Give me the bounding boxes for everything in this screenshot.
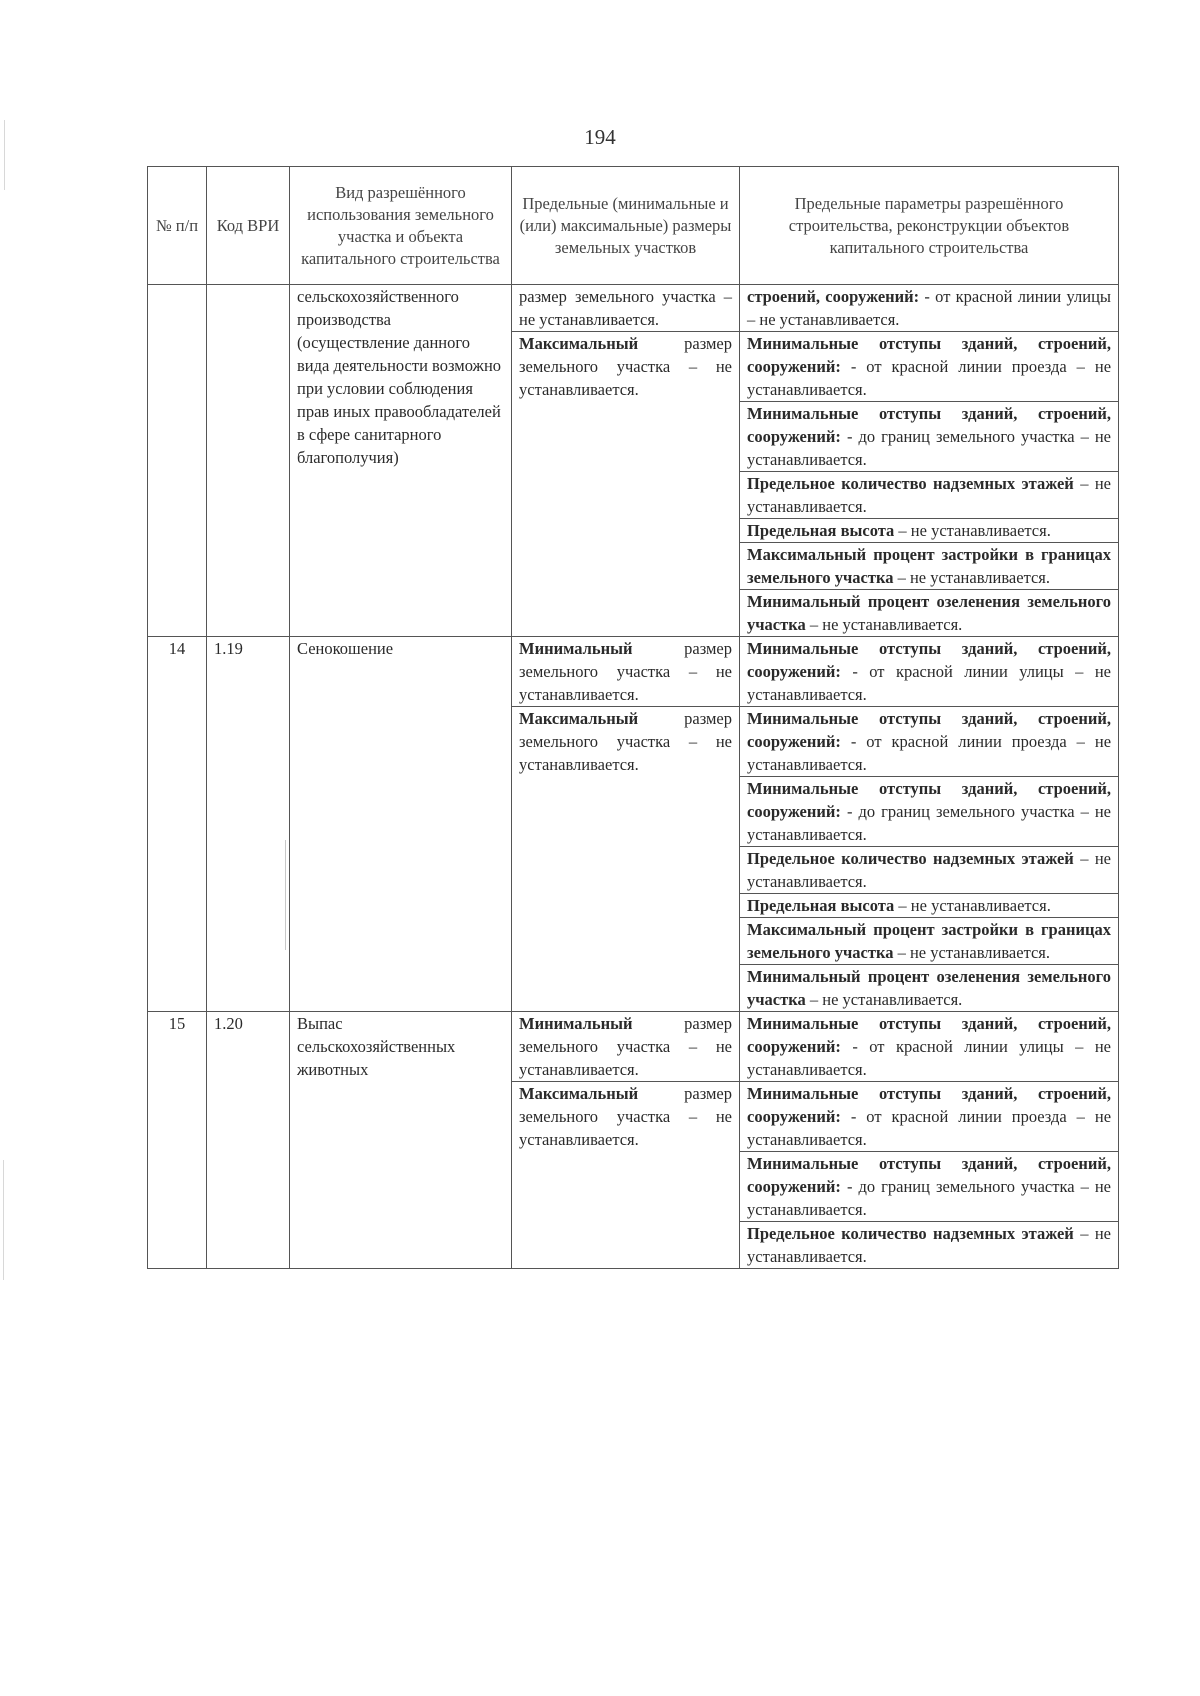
header-size: Предельные (минимальные и (или) максимальные) размеры земельных участков xyxy=(512,167,740,285)
param-text: – не устанавливается. xyxy=(809,990,963,1009)
param-title: Минимальные отступы зданий, строений, сооружений: xyxy=(747,404,1111,446)
min-size-cell xyxy=(512,1012,740,1082)
param-cell xyxy=(740,1152,1119,1222)
param-text: - до границ земельного участка – не устанавливается. xyxy=(747,427,1111,469)
param-cell xyxy=(740,1012,1119,1082)
param-cell xyxy=(740,590,1119,637)
param-text: - от красной линии проезда – не устанавливается. xyxy=(747,1107,1112,1149)
max-size-cell xyxy=(512,707,740,1012)
param-text: - от красной линии улицы – не устанавливается. xyxy=(747,1037,1111,1079)
param-cell xyxy=(740,1222,1119,1269)
size-text: размер земельного участка – не устанавливается. xyxy=(519,639,732,704)
param-cell xyxy=(740,637,1119,707)
row-code: 1.20 xyxy=(207,1012,290,1269)
size-text: размер земельного участка – не устанавливается. xyxy=(519,709,732,774)
row-num: 15 xyxy=(148,1012,207,1269)
table-body xyxy=(148,285,1119,1269)
min-size-cell xyxy=(512,285,740,332)
param-title: Минимальные отступы зданий, строений, сооружений: xyxy=(747,1084,1111,1126)
param-title: Предельное количество надземных этажей xyxy=(747,849,1074,868)
size-text: размер земельного участка – не устанавливается. xyxy=(519,287,732,329)
table-row xyxy=(148,285,1119,332)
param-text: – не устанавливается. xyxy=(898,521,1051,540)
row-num xyxy=(148,285,207,637)
max-size-cell xyxy=(512,332,740,637)
param-title: Предельное количество надземных этажей xyxy=(747,474,1074,493)
param-title: Минимальный процент озеленения земельного участка xyxy=(747,967,1111,1009)
size-text: размер земельного участка – не устанавливается. xyxy=(519,334,732,399)
param-title: Максимальный процент застройки в границах земельного участка xyxy=(747,920,1111,962)
param-cell xyxy=(740,519,1119,543)
max-size-cell xyxy=(512,1082,740,1269)
param-cell xyxy=(740,707,1119,777)
param-title: Минимальные отступы зданий, строений, сооружений: xyxy=(747,779,1111,821)
row-code: 1.19 xyxy=(207,637,290,1012)
param-text: - от красной линии проезда – не устанавливается. xyxy=(747,357,1112,399)
size-text: размер земельного участка – не устанавливается. xyxy=(519,1084,732,1149)
param-text: - от красной линии проезда – не устанавливается. xyxy=(747,732,1112,774)
header-code: Код ВРИ xyxy=(207,167,290,285)
page-number: 194 xyxy=(584,125,616,149)
param-text: – не устанавливается. xyxy=(747,849,1111,891)
param-cell xyxy=(740,965,1119,1012)
param-cell xyxy=(740,402,1119,472)
param-title: Предельное количество надземных этажей xyxy=(747,1224,1074,1243)
param-text: – не устанавливается. xyxy=(897,568,1051,587)
param-title: Минимальные отступы зданий, строений, сооружений: xyxy=(747,639,1111,681)
param-title: Предельная высота xyxy=(747,521,895,540)
param-title: Минимальные отступы зданий, строений, сооружений: xyxy=(747,709,1111,751)
size-title: Минимальный xyxy=(519,1014,633,1033)
header-params: Предельные параметры разрешённого строительства, реконструкции объектов капитального строительства xyxy=(740,167,1119,285)
param-title: Минимальные отступы зданий, строений, сооружений: xyxy=(747,334,1111,376)
row-vri: сельскохозяйственного производства (осуществление данного вида деятельности возможно при условии соблюдения прав иных правообладателей в сфере санитарного благополучия) xyxy=(290,285,512,637)
param-cell xyxy=(740,847,1119,894)
regulations-table xyxy=(147,166,1119,1269)
param-title: Минимальные отступы зданий, строений, сооружений: xyxy=(747,1154,1111,1196)
param-title: Предельная высота xyxy=(747,896,895,915)
param-text: - от красной линии улицы – не устанавливается. xyxy=(747,662,1111,704)
param-cell xyxy=(740,285,1119,332)
size-title: Минимальный xyxy=(519,639,633,658)
param-cell xyxy=(740,918,1119,965)
param-text: – не устанавливается. xyxy=(747,1224,1111,1266)
min-size-cell xyxy=(512,637,740,707)
param-text: – не устанавливается. xyxy=(898,896,1051,915)
size-text: размер земельного участка – не устанавливается. xyxy=(519,1014,732,1079)
param-title: строений, сооружений: xyxy=(747,287,920,306)
row-vri: Сенокошение xyxy=(290,637,512,1012)
param-text: – не устанавливается. xyxy=(747,474,1111,516)
row-vri: Выпас сельскохозяйственных животных xyxy=(290,1012,512,1269)
param-title: Максимальный процент застройки в границах земельного участка xyxy=(747,545,1111,587)
param-text: – не устанавливается. xyxy=(897,943,1051,962)
size-title: Максимальный xyxy=(519,709,639,728)
table-header-row xyxy=(148,167,1119,285)
size-title: Максимальный xyxy=(519,1084,639,1103)
param-text: - от красной линии улицы – не устанавливается. xyxy=(747,287,1112,329)
param-cell xyxy=(740,332,1119,402)
param-text: – не устанавливается. xyxy=(809,615,963,634)
table-row xyxy=(148,1012,1119,1082)
param-text: - до границ земельного участка – не устанавливается. xyxy=(747,1177,1111,1219)
param-cell xyxy=(740,543,1119,590)
param-title: Минимальный процент озеленения земельного участка xyxy=(747,592,1111,634)
size-title: Максимальный xyxy=(519,334,639,353)
param-cell xyxy=(740,472,1119,519)
row-code xyxy=(207,285,290,637)
table-row xyxy=(148,637,1119,707)
param-text: - до границ земельного участка – не устанавливается. xyxy=(747,802,1111,844)
param-cell xyxy=(740,1082,1119,1152)
header-num: № п/п xyxy=(148,167,207,285)
param-cell xyxy=(740,777,1119,847)
row-num: 14 xyxy=(148,637,207,1012)
param-title: Минимальные отступы зданий, строений, сооружений: xyxy=(747,1014,1111,1056)
scan-edge-mark xyxy=(3,1160,4,1280)
param-cell xyxy=(740,894,1119,918)
header-vri: Вид разрешённого использования земельного участка и объекта капитального строительства xyxy=(290,167,512,285)
